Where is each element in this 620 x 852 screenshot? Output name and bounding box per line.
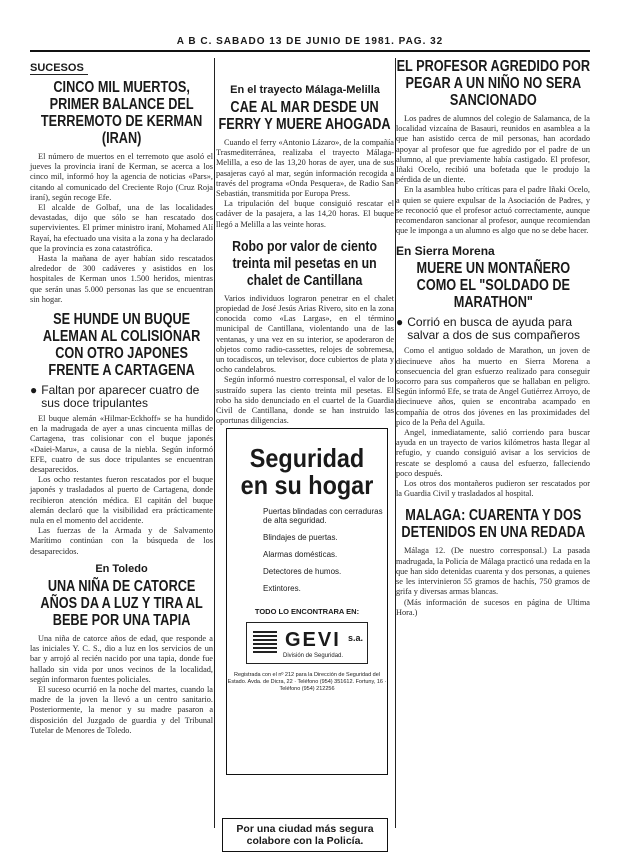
article-body: Los ocho restantes fueron rescatados por el buque japonés y trasladados al puerto de Cartagena, donde recibieron atención médica. El capitán del buque alemán declaró que la visibilidad era prácticamente nula en el momento del accidente. bbox=[30, 475, 213, 526]
column-2 bbox=[216, 58, 394, 847]
gevi-sa: s.a. bbox=[347, 633, 363, 643]
gevi-logo-icon bbox=[253, 631, 277, 653]
article-headline: Robo por valor de ciento treinta mil pesetas en un chalet de Cantillana bbox=[232, 237, 378, 289]
bullet-icon: ● bbox=[30, 383, 38, 398]
article-body: Según informó nuestro corresponsal, el valor de lo sustraído supera las ciento treinta mil pesetas. El robo ha sido denunciado en el cuartel de la Guardia Civil de Cantillana, donde se han instruido las oportunas diligencias. bbox=[216, 375, 394, 426]
article-subheadline: ● Corrió en busca de ayuda para salvar a dos de sus compañeros bbox=[396, 315, 581, 343]
article-body: Las fuerzas de la Armada y de Salvamento Marítimo continúan con la búsqueda de los desaparecidos. bbox=[30, 526, 213, 556]
article-headline: UNA NIÑA DE CATORCE AÑOS DA A LUZ Y TIRA AL BEBE POR UNA TAPIA bbox=[40, 577, 203, 629]
ad-item: Blindajes de puertas. bbox=[263, 533, 338, 542]
page-header: A B C. SABADO 13 DE JUNIO DE 1981. PAG. 32 bbox=[30, 36, 590, 52]
article-body: Como el antiguo soldado de Marathon, un joven de diecinueve años ha muerto en Sierra Morena a consecuencia del gran esfuerzo realizado para conseguir socorro para sus compañeros que se hallaban en peligro. Según informó Efe, se trata de Angel Gutiérrez Arroyo, de diecinueve años, quien se encontraba acampado en compañía de otros dos jóvenes en las proximidades del pico de la Peña del Aguila. bbox=[396, 346, 590, 427]
article-kicker: En Toledo bbox=[95, 562, 148, 575]
gevi-logo-box bbox=[246, 622, 368, 664]
article-body: Los padres de alumnos del colegio de Salamanca, de la localidad vizcaína de Basauri, reunidos en asamblea a la que han asistido cerca de mil personas, han acordado apoyar al profesor que fue agredido por el padre de un alumno, al que previamente había castigado. El profesor, Iñaki Ocelo, recibió una bofetada que le produjo la pérdida de un diente. bbox=[396, 114, 590, 185]
column-1 bbox=[30, 58, 213, 828]
bullet-icon: ● bbox=[396, 315, 404, 330]
article-body: El alcalde de Golbaf, una de las localidades devastadas, dijo que sólo se han rescatado dos supervivientes. El primer ministro iraní, Mohamed Alí Rayaí, ha efectuado una visita a la zona y ha declarado que la provincia es zona catastrófica. bbox=[30, 203, 213, 253]
article-headline: CINCO MIL MUERTOS, PRIMER BALANCE DEL TERREMOTO DE KERMAN (IRAN) bbox=[40, 79, 203, 147]
ad-title: Seguridad en su hogar bbox=[240, 443, 374, 500]
article-body: La tripulación del buque consiguió rescatar el cadáver de la pasajera, a las 14,20 horas. El buque llegó a Melilla a las veinte horas. bbox=[216, 199, 394, 229]
article-headline: CAE AL MAR DESDE UN FERRY Y MUERE AHOGADA bbox=[218, 99, 392, 133]
section-title: SUCESOS bbox=[30, 62, 88, 75]
column-rule bbox=[214, 58, 215, 828]
article-headline: MUERE UN MONTAÑERO COMO EL "SOLDADO DE MARATHON" bbox=[416, 260, 570, 312]
article-body: El número de muertos en el terremoto que asoló el jueves la provincia iraní de Kerman, se acerca a los cinco mil, informó hoy la agencia de noticias «Pars», citando al comunicado del Creciente Rojo (Cruz Roja iraní), según recoge Efe. bbox=[30, 152, 213, 202]
police-slogan-box: Por una ciudad más segura colabore con la Policía. bbox=[222, 818, 388, 852]
ad-address: Registrada con el nº 212 para la Dirección de Seguridad del Estado. Avda. de Dicra, 22 · Teléfono (954) 351612. Fortuny, 16 · Teléfono (954) 212256 bbox=[227, 672, 387, 692]
ad-item: Extintores. bbox=[263, 584, 301, 593]
article-body: El buque alemán «Hilmar-Eckhoff» se ha hundido en la madrugada de ayer a unas cincuenta millas de Cartagena, tras colisionar con el buque japonés «Daiei-Maru», a causa de la niebla. Según informó EFE, cuatro de sus doce tripulantes se encuentran desaparecidos. bbox=[30, 414, 213, 475]
article-headline: EL PROFESOR AGREDIDO POR PEGAR A UN NIÑO NO SERA SANCIONADO bbox=[396, 58, 590, 109]
ad-item: Alarmas domésticas. bbox=[263, 550, 338, 559]
gevi-division: División de Seguridad. bbox=[283, 653, 344, 659]
article-body: Hasta la mañana de ayer habían sido rescatados alrededor de 300 cadáveres y asistidos en los hospitales de Kerman unos 1.500 heridos, mientras que serán unas 5.000 personas las que se encuentran sin hogar. bbox=[30, 254, 213, 304]
article-body: El suceso ocurrió en la noche del martes, cuando la madre de la joven la llevó a un centro sanitario. Posteriormente, la menor y su madre pasaron a disposición del Juzgado de guardia y del Tribunal Tutelar de Menores de Toledo. bbox=[30, 684, 213, 735]
article-subheadline: ● Faltan por aparecer cuatro de sus doce tripulantes bbox=[30, 383, 200, 411]
article-body: Varios individuos lograron penetrar en el chalet propiedad de José Jesús Arias Rivero, sito en la zona conocida como «Las Largas», en el término municipal de Cantillana, violentando una de las ventanas, y una vez en su interior, se apoderaron de objetos como radio-cassettes, relojes de sobremesa, un tocadiscos, un televisor, doce cubiertos de plata y ocho candelabros. bbox=[216, 293, 394, 375]
article-body: En la asamblea hubo críticas para el padre Iñaki Ocelo, a quien se quiere expulsar de la Asociación de Padres, y se reconoció que el profesor actuó correctamente, aunque recomendaron sancionar al profesor, aunque recomiendan que le imponga a un alumno es algo que no se debe hacer. bbox=[396, 185, 590, 236]
ad-where-found: TODO LO ENCONTRARA EN: bbox=[254, 607, 360, 616]
article-body: (Más información de sucesos en página de Ultima Hora.) bbox=[396, 597, 590, 617]
article-body: Málaga 12. (De nuestro corresponsal.) La pasada madrugada, la Policía de Málaga practicó una redada en la que han sido detenidas cuarenta y dos personas, a quienes se les intervinieron 55 gramos de hachís, 750 gramos de grifa y diversas armas blancas. bbox=[396, 546, 590, 597]
article-kicker: En Sierra Morena bbox=[396, 244, 495, 259]
security-advertisement bbox=[226, 428, 388, 775]
article-body: Una niña de catorce años de edad, que responde a las iniciales Y. C. S., dio a luz en los servicios de un bar y arrojó al recién nacido por una tapia, donde fue hallado sin vida por unos vecinos de la localidad, según informaron fuentes policiales. bbox=[30, 633, 213, 684]
gevi-brand: GEVI bbox=[285, 629, 341, 651]
article-body: Angel, inmediatamente, salió corriendo para buscar ayuda en un trayecto de varios kilómetros hasta llegar al refugio, y cuando consiguió avisar a los servicios de rescate se desplomó a causa del esfuerzo, falleciendo poco después. bbox=[396, 428, 590, 478]
article-body: Los otros dos montañeros pudieron ser rescatados por la Guardia Civil y trasladados al hospital. bbox=[396, 479, 590, 499]
ad-item: Detectores de humos. bbox=[263, 567, 342, 576]
article-body: Cuando el ferry «Antonio Lázaro», de la compañía Trasmediterránea, realizaba el trayecto Málaga-Melilla, a eso de las 13,20 horas de ayer, una de sus pasajeras cayó al mar, según información recogida a través del programa «Onda Pesquera», de Radio San Sebastián, transmitida por Europa Press. bbox=[216, 138, 394, 199]
article-kicker: En el trayecto Málaga-Melilla bbox=[230, 84, 380, 96]
column-3 bbox=[396, 58, 590, 828]
article-headline: SE HUNDE UN BUQUE ALEMAN AL COLISIONAR CON OTRO JAPONES FRENTE A CARTAGENA bbox=[42, 311, 201, 380]
article-headline: MALAGA: CUARENTA Y DOS DETENIDOS EN UNA REDADA bbox=[401, 507, 585, 542]
ad-lead: Puertas blindadas con cerraduras de alta seguridad. bbox=[263, 507, 383, 525]
